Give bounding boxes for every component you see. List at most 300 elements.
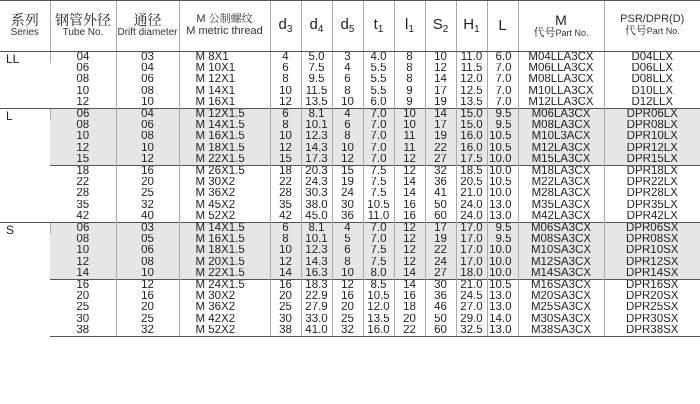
psr-part-no-cell: DPR22LX xyxy=(604,177,700,188)
d3-cell: 10 xyxy=(270,131,301,142)
table-row xyxy=(0,234,700,245)
table-row xyxy=(0,166,700,178)
d4-cell: 27.9 xyxy=(301,302,332,313)
tube-no-cell: 08 xyxy=(50,234,116,245)
t1-cell: 10.5 xyxy=(363,200,394,211)
metric-thread-cell: M 8X1 xyxy=(179,52,270,64)
h1-cell: 16.0 xyxy=(456,131,487,142)
psr-part-no-cell: DPR38SX xyxy=(604,325,700,337)
metric-thread-cell: M 24X1.5 xyxy=(179,280,270,292)
s2-cell: 50 xyxy=(425,314,456,325)
h1-cell: 17.0 xyxy=(456,234,487,245)
drift-diameter-cell: 08 xyxy=(116,131,179,142)
tube-no-cell: 04 xyxy=(50,52,116,64)
metric-thread-cell: M 16X1.5 xyxy=(179,131,270,142)
d4-cell: 14.3 xyxy=(301,257,332,268)
d5-cell: 12 xyxy=(332,154,363,166)
h1-cell: 21.0 xyxy=(456,280,487,292)
t1-cell: 4.0 xyxy=(363,52,394,64)
header-drift: 通径 Drift diameter xyxy=(116,1,179,52)
d3-cell: 28 xyxy=(270,188,301,199)
h1-cell: 17.5 xyxy=(456,154,487,166)
series-label: L xyxy=(0,109,50,223)
d5-cell: 19 xyxy=(332,177,363,188)
psr-part-no-cell: D10LLX xyxy=(604,86,700,97)
drift-diameter-cell: 16 xyxy=(116,291,179,302)
d5-cell: 20 xyxy=(332,302,363,313)
tube-no-cell: 42 xyxy=(76,210,90,222)
m-part-no-cell: M10L3ACX xyxy=(518,131,604,142)
d5-cell: 12 xyxy=(332,280,363,292)
metric-thread-cell: M 52X2 xyxy=(179,211,270,223)
m-part-no-cell: M08LLA3CX xyxy=(518,74,604,85)
header-t1: t1 xyxy=(363,1,394,52)
s2-cell: 36 xyxy=(425,177,456,188)
s2-cell: 46 xyxy=(425,302,456,313)
d5-cell: 25 xyxy=(332,314,363,325)
s2-cell: 32 xyxy=(425,166,456,178)
tube-no-cell: 06 xyxy=(76,63,90,75)
d3-cell: 16 xyxy=(270,280,301,292)
table-row xyxy=(0,74,700,85)
psr-part-no-cell: D04LLX xyxy=(604,52,700,64)
psr-part-no-cell: DPR25SX xyxy=(604,302,700,313)
s2-cell: 27 xyxy=(425,154,456,166)
metric-thread-cell: M 45X2 xyxy=(179,200,270,211)
drift-diameter-cell: 04 xyxy=(116,63,179,74)
d3-cell: 30 xyxy=(270,314,301,325)
t1-cell: 7.5 xyxy=(363,166,394,178)
metric-thread-cell: M 22X1.5 xyxy=(179,268,270,280)
L-cell: 10.5 xyxy=(487,131,518,142)
d3-cell: 22 xyxy=(270,177,301,188)
m-part-no-cell: M12LLA3CX xyxy=(518,97,604,109)
L-cell: 6.0 xyxy=(487,52,518,64)
header-d4: d4 xyxy=(301,1,332,52)
drift-diameter-cell: 10 xyxy=(116,268,179,280)
d5-cell: 6 xyxy=(332,74,363,85)
d4-cell: 18.3 xyxy=(301,280,332,292)
d3-cell: 8 xyxy=(270,74,301,85)
d5-cell: 10 xyxy=(332,268,363,280)
drift-diameter-cell: 25 xyxy=(116,188,179,199)
header-l1: l1 xyxy=(394,1,425,52)
d4-cell: 30.3 xyxy=(301,188,332,199)
s2-cell: 19 xyxy=(425,97,456,109)
drift-diameter-cell: 32 xyxy=(116,325,179,337)
l1-cell: 9 xyxy=(394,97,425,109)
metric-thread-cell: M 52X2 xyxy=(179,325,270,337)
header-d3: d3 xyxy=(270,1,301,52)
table-row xyxy=(0,109,700,121)
drift-diameter-cell: 06 xyxy=(116,74,179,85)
tube-no-cell: 28 xyxy=(76,188,90,200)
psr-part-no-cell: DPR08SX xyxy=(604,234,700,245)
tube-no-cell: 08 xyxy=(50,120,116,131)
metric-thread-cell: M 16X1 xyxy=(179,97,270,109)
psr-part-no-cell: DPR18LX xyxy=(604,166,700,178)
s2-cell: 19 xyxy=(425,131,456,142)
m-part-no-cell: M12SA3CX xyxy=(518,257,604,268)
tube-no-cell: 20 xyxy=(76,291,90,303)
header-m-code: M 代号Part No. xyxy=(518,1,604,52)
tube-no-cell: 16 xyxy=(50,280,116,292)
t1-cell: 6.0 xyxy=(363,97,394,109)
d3-cell: 8 xyxy=(270,120,301,131)
metric-thread-cell: M 36X2 xyxy=(179,302,270,313)
psr-part-no-cell: DPR15LX xyxy=(604,154,700,166)
s2-cell: 19 xyxy=(425,234,456,245)
s2-cell: 41 xyxy=(425,188,456,199)
L-cell: 7.0 xyxy=(487,63,518,74)
d3-cell: 12 xyxy=(270,257,301,268)
s2-cell: 10 xyxy=(425,52,456,64)
m-part-no-cell: M28LA3CX xyxy=(518,188,604,199)
d5-cell: 8 xyxy=(332,131,363,142)
l1-cell: 12 xyxy=(394,257,425,268)
l1-cell: 8 xyxy=(394,74,425,85)
d5-cell: 32 xyxy=(332,325,363,337)
metric-thread-cell: M 14X1.5 xyxy=(179,223,270,235)
psr-part-no-cell: DPR06LX xyxy=(604,109,700,121)
tube-no-cell: 06 xyxy=(50,223,116,235)
m-part-no-cell: M06LLA3CX xyxy=(518,63,604,74)
m-part-no-cell: M08LA3CX xyxy=(518,120,604,131)
l1-cell: 18 xyxy=(394,302,425,313)
d5-cell: 10 xyxy=(332,97,363,109)
L-cell: 10.0 xyxy=(487,188,518,199)
h1-cell: 21.0 xyxy=(456,188,487,199)
drift-diameter-cell: 20 xyxy=(116,177,179,188)
l1-cell: 20 xyxy=(394,314,425,325)
psr-part-no-cell: DPR30SX xyxy=(604,314,700,325)
h1-cell: 11.5 xyxy=(456,63,487,74)
l1-cell: 12 xyxy=(394,245,425,256)
tube-no-cell: 10 xyxy=(76,85,90,97)
drift-diameter-cell: 04 xyxy=(116,109,179,121)
metric-thread-cell: M 26X1.5 xyxy=(179,166,270,178)
d5-cell: 5 xyxy=(332,234,363,245)
psr-part-no-cell: DPR35LX xyxy=(604,200,700,211)
t1-cell: 7.0 xyxy=(363,131,394,142)
L-cell: 9.5 xyxy=(487,223,518,235)
l1-cell: 14 xyxy=(394,188,425,199)
drift-diameter-cell: 06 xyxy=(116,245,179,256)
tube-no-cell: 25 xyxy=(76,302,90,314)
L-cell: 13.0 xyxy=(487,291,518,302)
d3-cell: 25 xyxy=(270,302,301,313)
h1-cell: 15.0 xyxy=(456,109,487,121)
s2-cell: 14 xyxy=(425,74,456,85)
m-part-no-cell: M22LA3CX xyxy=(518,177,604,188)
table-row xyxy=(0,97,700,109)
d3-cell: 4 xyxy=(270,52,301,64)
s2-cell: 17 xyxy=(425,86,456,97)
t1-cell: 13.5 xyxy=(363,314,394,325)
l1-cell: 8 xyxy=(394,52,425,64)
l1-cell: 16 xyxy=(394,200,425,211)
d4-cell: 38.0 xyxy=(301,200,332,211)
psr-part-no-cell: D08LLX xyxy=(604,74,700,85)
s2-cell: 60 xyxy=(425,211,456,223)
m-part-no-cell: M25SA3CX xyxy=(518,302,604,313)
L-cell: 13.0 xyxy=(487,211,518,223)
drift-diameter-cell: 25 xyxy=(116,314,179,325)
psr-part-no-cell: DPR14SX xyxy=(604,268,700,280)
d3-cell: 20 xyxy=(270,291,301,302)
h1-cell: 24.5 xyxy=(456,291,487,302)
header-series: 系列 Series xyxy=(0,1,50,52)
d4-cell: 5.0 xyxy=(301,52,332,64)
psr-part-no-cell: DPR28LX xyxy=(604,188,700,199)
d4-cell: 33.0 xyxy=(301,314,332,325)
psr-part-no-cell: DPR10SX xyxy=(604,245,700,256)
header-L: L xyxy=(487,1,518,52)
d4-cell: 7.5 xyxy=(301,63,332,74)
L-cell: 10.0 xyxy=(487,268,518,280)
table-row xyxy=(0,188,700,199)
s2-cell: 24 xyxy=(425,257,456,268)
d5-cell: 4 xyxy=(332,223,363,235)
d5-cell: 8 xyxy=(332,86,363,97)
h1-cell: 16.0 xyxy=(456,143,487,154)
h1-cell: 27.0 xyxy=(456,302,487,313)
tube-no-cell: 12 xyxy=(76,96,90,108)
l1-cell: 16 xyxy=(394,291,425,302)
table-row xyxy=(0,291,700,302)
table-row xyxy=(0,257,700,268)
tube-no-cell: 10 xyxy=(50,245,116,256)
metric-thread-cell: M 18X1.5 xyxy=(179,143,270,154)
d4-cell: 9.5 xyxy=(301,74,332,85)
tube-no-cell: 14 xyxy=(50,268,116,280)
tube-no-cell: 15 xyxy=(50,154,116,166)
m-part-no-cell: M04LLA3CX xyxy=(518,52,604,64)
m-part-no-cell: M06SA3CX xyxy=(518,223,604,235)
table-row xyxy=(0,211,700,223)
L-cell: 9.5 xyxy=(487,109,518,121)
drift-diameter-cell: 06 xyxy=(116,120,179,131)
t1-cell: 8.0 xyxy=(363,268,394,280)
d5-cell: 36 xyxy=(332,211,363,223)
d3-cell: 35 xyxy=(270,200,301,211)
drift-diameter-cell: 10 xyxy=(116,97,179,109)
drift-diameter-cell: 16 xyxy=(116,166,179,178)
m-part-no-cell: M20SA3CX xyxy=(518,291,604,302)
d5-cell: 4 xyxy=(332,109,363,121)
tube-no-cell: 18 xyxy=(50,166,116,178)
h1-cell: 20.5 xyxy=(456,177,487,188)
h1-cell: 15.0 xyxy=(456,120,487,131)
m-part-no-cell: M10SA3CX xyxy=(518,245,604,256)
table-row xyxy=(0,52,700,64)
series-label: LL xyxy=(6,52,20,66)
tube-no-cell: 06 xyxy=(50,109,116,121)
metric-thread-cell: M 30X2 xyxy=(179,177,270,188)
L-cell: 9.5 xyxy=(487,234,518,245)
d3-cell: 15 xyxy=(270,154,301,166)
t1-cell: 7.5 xyxy=(363,177,394,188)
d3-cell: 10 xyxy=(270,86,301,97)
d5-cell: 4 xyxy=(332,63,363,74)
tube-no-cell: 12 xyxy=(50,143,116,154)
l1-cell: 16 xyxy=(394,211,425,223)
psr-part-no-cell: DPR12LX xyxy=(604,143,700,154)
m-part-no-cell: M30SA3CX xyxy=(518,314,604,325)
d3-cell: 6 xyxy=(270,223,301,235)
metric-thread-cell: M 22X1.5 xyxy=(179,154,270,166)
h1-cell: 32.5 xyxy=(456,325,487,337)
d3-cell: 6 xyxy=(270,63,301,74)
s2-cell: 22 xyxy=(425,245,456,256)
h1-cell: 24.0 xyxy=(456,200,487,211)
metric-thread-cell: M 20X1.5 xyxy=(179,257,270,268)
h1-cell: 12.0 xyxy=(456,74,487,85)
d5-cell: 15 xyxy=(332,166,363,178)
metric-thread-cell: M 18X1.5 xyxy=(179,245,270,256)
d4-cell: 24.3 xyxy=(301,177,332,188)
L-cell: 10.5 xyxy=(487,143,518,154)
h1-cell: 17.0 xyxy=(456,245,487,256)
metric-thread-cell: M 12X1 xyxy=(179,74,270,85)
t1-cell: 7.5 xyxy=(363,245,394,256)
h1-cell: 11.0 xyxy=(456,52,487,64)
m-part-no-cell: M06LA3CX xyxy=(518,109,604,121)
d4-cell: 8.1 xyxy=(301,223,332,235)
table-row xyxy=(0,63,700,74)
s2-cell: 30 xyxy=(425,280,456,292)
l1-cell: 10 xyxy=(394,120,425,131)
h1-cell: 17.0 xyxy=(456,223,487,235)
t1-cell: 5.5 xyxy=(363,63,394,74)
L-cell: 10.0 xyxy=(487,154,518,166)
table-row xyxy=(0,223,700,235)
series-label: S xyxy=(0,223,50,337)
table-row xyxy=(0,268,700,280)
t1-cell: 16.0 xyxy=(363,325,394,337)
psr-part-no-cell: DPR20SX xyxy=(604,291,700,302)
table-row xyxy=(0,86,700,97)
t1-cell: 5.5 xyxy=(363,86,394,97)
table-row xyxy=(0,314,700,325)
t1-cell: 12.0 xyxy=(363,302,394,313)
L-cell: 14.0 xyxy=(487,314,518,325)
d4-cell: 14.3 xyxy=(301,143,332,154)
tube-no-cell: 30 xyxy=(76,313,90,325)
t1-cell: 7.5 xyxy=(363,257,394,268)
table-row xyxy=(0,177,700,188)
l1-cell: 11 xyxy=(394,143,425,154)
L-cell: 10.5 xyxy=(487,280,518,292)
t1-cell: 7.5 xyxy=(363,188,394,199)
d4-cell: 8.1 xyxy=(301,109,332,121)
psr-part-no-cell: DPR16SX xyxy=(604,280,700,292)
d3-cell: 12 xyxy=(270,97,301,109)
h1-cell: 24.0 xyxy=(456,211,487,223)
tube-no-cell: 38 xyxy=(50,325,116,337)
drift-diameter-cell: 32 xyxy=(116,200,179,211)
l1-cell: 14 xyxy=(394,177,425,188)
drift-diameter-cell: 20 xyxy=(116,302,179,313)
l1-cell: 12 xyxy=(394,166,425,178)
d4-cell: 16.3 xyxy=(301,268,332,280)
t1-cell: 8.5 xyxy=(363,280,394,292)
m-part-no-cell: M18LA3CX xyxy=(518,166,604,178)
m-part-no-cell: M15LA3CX xyxy=(518,154,604,166)
table-row xyxy=(0,302,700,313)
d5-cell: 24 xyxy=(332,188,363,199)
t1-cell: 5.5 xyxy=(363,74,394,85)
L-cell: 13.0 xyxy=(487,200,518,211)
header-s2: S2 xyxy=(425,1,456,52)
L-cell: 9.5 xyxy=(487,120,518,131)
d5-cell: 6 xyxy=(332,245,363,256)
d4-cell: 12.3 xyxy=(301,245,332,256)
l1-cell: 8 xyxy=(394,63,425,74)
tube-no-cell: 35 xyxy=(76,199,90,211)
psr-part-no-cell: D12LLX xyxy=(604,97,700,109)
d3-cell: 6 xyxy=(270,109,301,121)
s2-cell: 12 xyxy=(425,63,456,74)
d4-cell: 17.3 xyxy=(301,154,332,166)
m-part-no-cell: M42LA3CX xyxy=(518,211,604,223)
l1-cell: 11 xyxy=(394,131,425,142)
header-h1: H1 xyxy=(456,1,487,52)
psr-part-no-cell: DPR12SX xyxy=(604,257,700,268)
l1-cell: 10 xyxy=(394,109,425,121)
l1-cell: 12 xyxy=(394,223,425,235)
t1-cell: 7.0 xyxy=(363,109,394,121)
psr-part-no-cell: DPR08LX xyxy=(604,120,700,131)
d4-cell: 45.0 xyxy=(301,211,332,223)
L-cell: 7.0 xyxy=(487,97,518,109)
s2-cell: 50 xyxy=(425,200,456,211)
header-d5: d5 xyxy=(332,1,363,52)
L-cell: 10.0 xyxy=(487,166,518,178)
s2-cell: 22 xyxy=(425,143,456,154)
h1-cell: 18.5 xyxy=(456,166,487,178)
drift-diameter-cell: 08 xyxy=(116,86,179,97)
d4-cell: 13.5 xyxy=(301,97,332,109)
s2-cell: 17 xyxy=(425,223,456,235)
metric-thread-cell: M 30X2 xyxy=(179,291,270,302)
t1-cell: 7.0 xyxy=(363,234,394,245)
d5-cell: 10 xyxy=(332,143,363,154)
h1-cell: 18.0 xyxy=(456,268,487,280)
h1-cell: 13.5 xyxy=(456,97,487,109)
table-row xyxy=(0,120,700,131)
m-part-no-cell: M38SA3CX xyxy=(518,325,604,337)
d5-cell: 16 xyxy=(332,291,363,302)
s2-cell: 36 xyxy=(425,291,456,302)
table-row xyxy=(0,280,700,292)
drift-diameter-cell: 10 xyxy=(116,143,179,154)
table-header xyxy=(0,1,700,52)
d3-cell: 38 xyxy=(270,325,301,337)
metric-thread-cell: M 12X1.5 xyxy=(179,109,270,121)
l1-cell: 14 xyxy=(394,268,425,280)
d4-cell: 11.5 xyxy=(301,86,332,97)
l1-cell: 9 xyxy=(394,86,425,97)
drift-diameter-cell: 03 xyxy=(116,223,179,235)
metric-thread-cell: M 36X2 xyxy=(179,188,270,199)
header-thread: M 公制螺纹 M metric thread xyxy=(179,1,270,52)
d4-cell: 10.1 xyxy=(301,120,332,131)
h1-cell: 17.0 xyxy=(456,257,487,268)
drift-diameter-cell: 12 xyxy=(116,154,179,166)
d3-cell: 18 xyxy=(270,166,301,178)
m-part-no-cell: M14SA3CX xyxy=(518,268,604,280)
